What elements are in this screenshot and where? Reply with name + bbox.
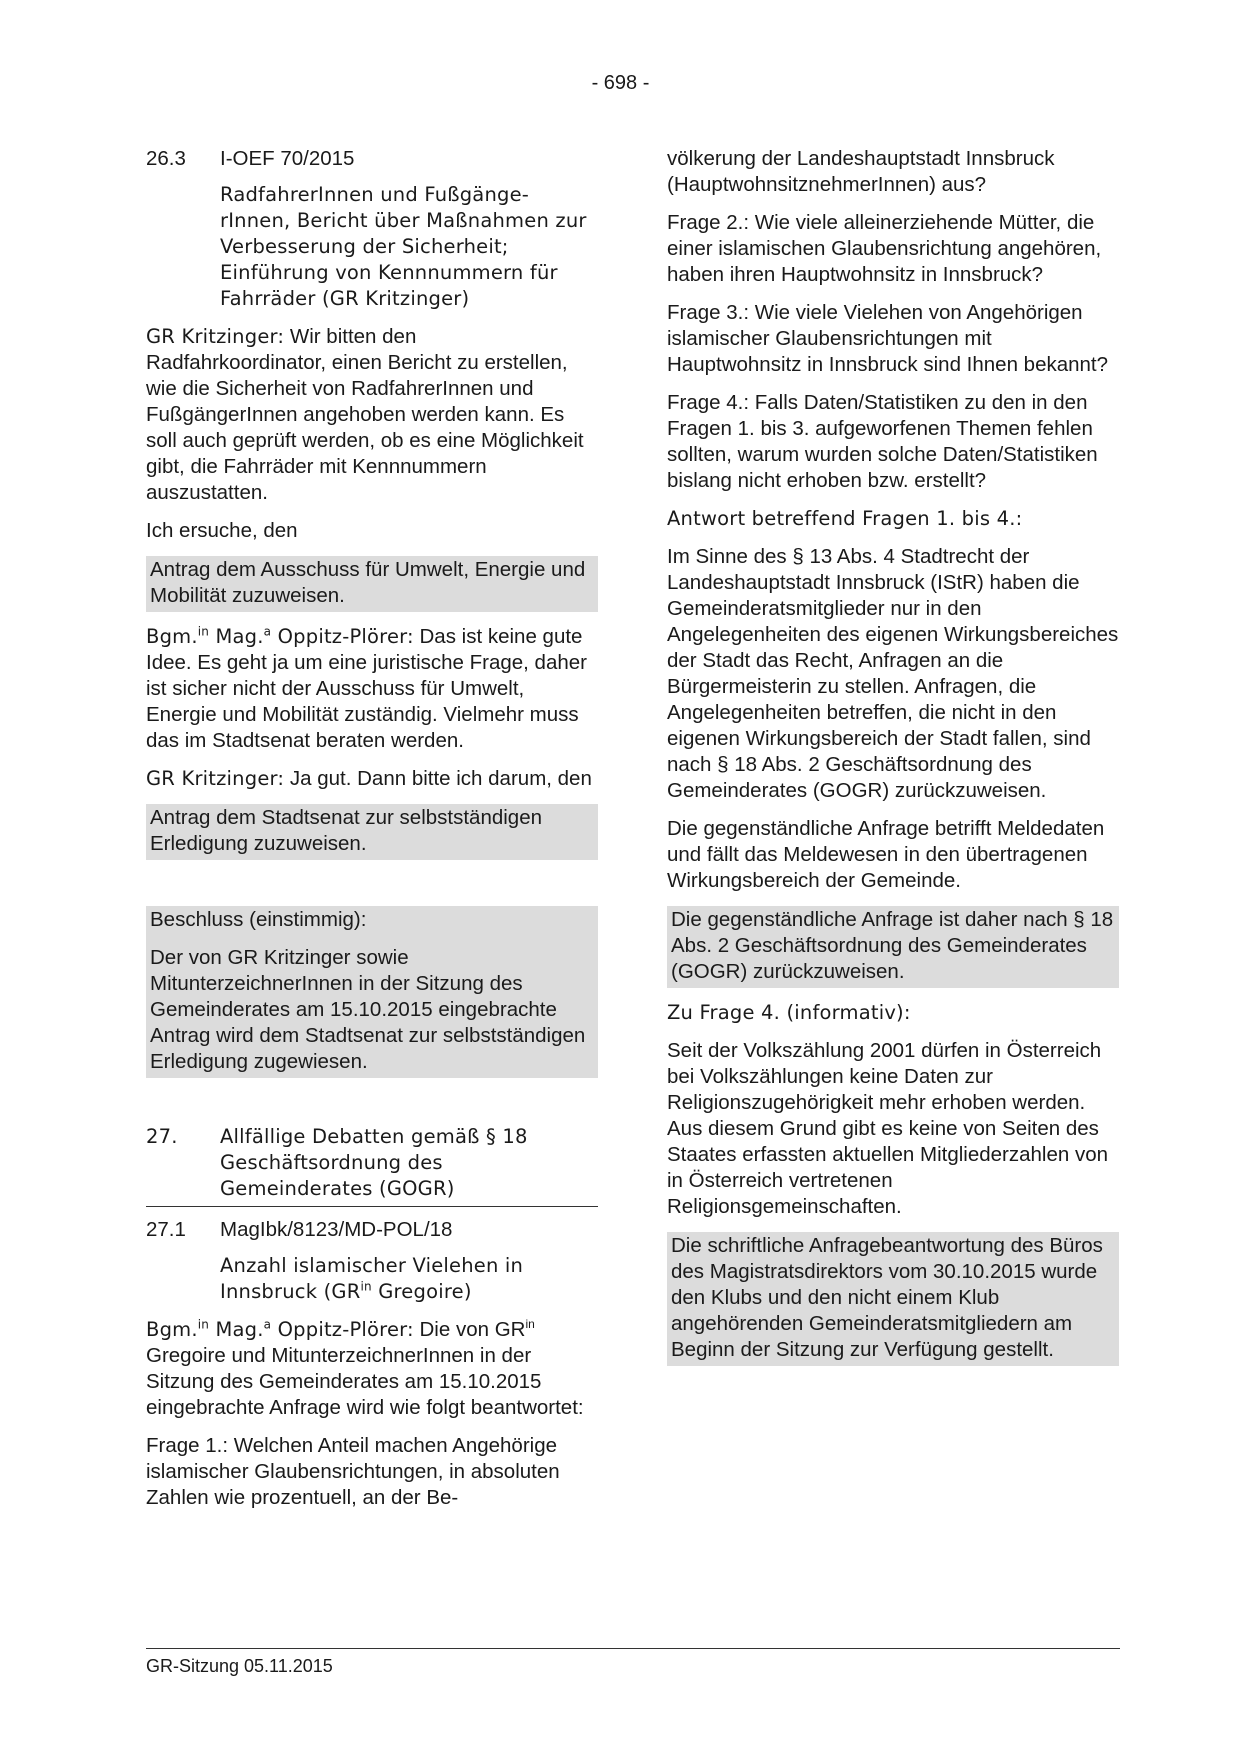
motion-box: Antrag dem Ausschuss für Umwelt, Energie und Mobilität zuzuweisen. [146,556,598,612]
motion-box: Antrag dem Stadtsenat zur selbstständigen Erledigung zuzuweisen. [146,804,598,860]
question-3: Frage 3.: Wie viele Vielehen von Angehörigen islamischer Glaubensrichtungen mit Hauptwohnsitz in Innsbruck sind Ihnen bekannt? [667,301,1109,376]
note-box: Die schriftliche Anfragebeantwortung des Büros des Magistratsdirektors vom 30.10.2015 wurde den Klubs und den nicht einem Klub angehörenden Gemeinderatsmitgliedern am Beginn der Sitzung zur Verfügung gestellt. [667,1232,1119,1366]
resolution-text: Der von GR Kritzinger sowie MitunterzeichnerInnen in der Sitzung des Gemeinderates am 15.10.2015 eingebrachte Antrag wird dem Stadtsenat zur selbstständigen Erledigung zugewiesen. [150,946,586,1073]
item-code: I-OEF 70/2015 [220,147,355,170]
resolution-heading: Beschluss (einstimmig): [150,908,367,931]
item-title: RadfahrerInnen und Fußgänge-rInnen, Bericht über Maßnahmen zur Verbesserung der Sicherheit; Einführung von Kennnummern für Fahrräder (GR Kritzinger) [220,183,587,310]
item-number: 27. [146,1125,178,1148]
speaker: GR Kritzinger: [146,767,285,790]
paragraph: GR Kritzinger: Ja gut. Dann bitte ich darum, den [146,767,592,790]
agenda-item-26-3 [146,146,598,172]
answer-paragraph: Im Sinne des § 13 Abs. 4 Stadtrecht der Landeshauptstadt Innsbruck (IStR) haben die Gemeinderatsmitglieder nur in den Angelegenheiten des eigenen Wirkungsbereiches der Stadt das Recht, Anfragen an die Bürgermeisterin zu stellen. Anfragen, die Angelegenheiten betreffen, die nicht in den eigenen Wirkungsbereich der Stadt fallen, sind nach § 18 Abs. 2 Geschäftsordnung des Gemeinderates (GOGR) zurückzuweisen. [667,545,1119,802]
question-4: Frage 4.: Falls Daten/Statistiken zu den in den Fragen 1. bis 3. aufgeworfenen Themen fehlen sollten, warum wurden solche Daten/Statistiken bislang nicht erhoben bzw. erstellt? [667,391,1098,492]
answer-paragraph: Die gegenständliche Anfrage betrifft Meldedaten und fällt das Meldewesen in den übertragenen Wirkungsbereich der Gemeinde. [667,817,1105,892]
item-title: Allfällige Debatten gemäß § 18 Geschäftsordnung des Gemeinderates (GOGR) [220,1125,528,1200]
decision-box: Die gegenständliche Anfrage ist daher nach § 18 Abs. 2 Geschäftsordnung des Gemeinderates (GOGR) zurückzuweisen. [667,906,1119,988]
paragraph: GR Kritzinger: Wir bitten den Radfahrkoordinator, einen Bericht zu erstellen, wie die Sicherheit von RadfahrerInnen und FußgängerInnen angehoben werden kann. Es soll auch geprüft werden, ob es eine Möglichkeit gibt, die Fahrräder mit Kennnummern auszustatten. [146,325,584,504]
right-column [667,146,1119,1378]
resolution-box [146,906,598,1078]
paragraph: Ich ersuche, den [146,519,298,542]
item-title: Anzahl islamischer Vielehen in Innsbruck ($GR^{in}$ Gregoire) [220,1254,524,1303]
question-1: Frage 1.: Welchen Anteil machen Angehörige islamischer Glaubensrichtungen, in absoluten Zahlen wie prozentuell, an der Be- [146,1434,560,1509]
agenda-item-27 [146,1124,598,1207]
left-column [146,146,598,1523]
info-paragraph: Seit der Volkszählung 2001 dürfen in Österreich bei Volkszählungen keine Daten zur Religionszugehörigkeit mehr erhoben werden. Aus diesem Grund gibt es keine von Seiten des Staates erfassten aktuellen Mitgliederzahlen von in Österreich vertretenen Religionsgemeinschaften. [667,1039,1109,1218]
page-number: - 698 - [591,72,650,94]
item-number: 27.1 [146,1218,186,1241]
footer-text: GR-Sitzung 05.11.2015 [146,1656,333,1676]
answer-heading: Antwort betreffend Fragen 1. bis 4.: [667,507,1023,530]
paragraph: Bgm.$^{in}$ Mag.$^a$ Oppitz-Plörer: Das ist keine gute Idee. Es geht ja um eine juristische Frage, daher ist sicher nicht der Ausschuss für Umwelt, Energie und Mobilität zuständig. Vielmehr muss das im Stadtsenat beraten werden. [146,624,587,752]
speaker: Bgm.$^{in}$ Mag.$^a$ Oppitz-Plörer: [146,624,414,648]
speaker: GR Kritzinger: [146,325,285,348]
footer-divider [146,1648,1120,1649]
paragraph: Bgm.$^{in}$ Mag.$^a$ Oppitz-Plörer: Die von $GR^{in}$ Gregoire und MitunterzeichnerInnen in der Sitzung des Gemeinderates am 15.10.2015 eingebrachte Anfrage wird wie folgt beantwortet: [146,1317,584,1419]
question-1-continued: völkerung der Landeshauptstadt Innsbruck (HauptwohnsitznehmerInnen) aus? [667,147,1055,196]
agenda-item-27-1 [146,1217,598,1243]
info-heading: Zu Frage 4. (informativ): [667,1001,911,1024]
speaker: Bgm.$^{in}$ Mag.$^a$ Oppitz-Plörer: [146,1317,414,1341]
question-2: Frage 2.: Wie viele alleinerziehende Mütter, die einer islamischen Glaubensrichtung angehören, haben ihren Hauptwohnsitz in Innsbruck? [667,211,1102,286]
item-code: MagIbk/8123/MD-POL/18 [220,1218,453,1241]
item-number: 26.3 [146,147,186,170]
